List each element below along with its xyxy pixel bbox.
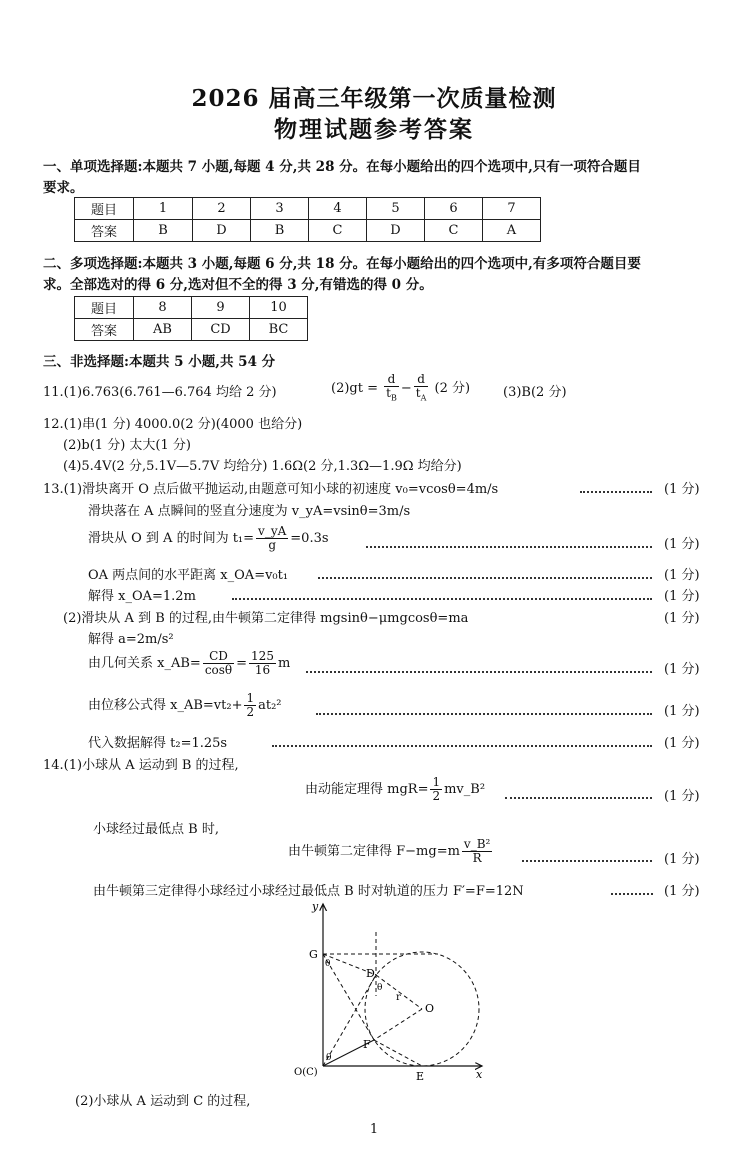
fraction-denominator: 2 <box>432 789 441 803</box>
fraction-denominator: t <box>386 386 391 400</box>
fraction-denominator: t <box>415 386 421 400</box>
q14-line2 <box>305 776 485 803</box>
page-number: 1 <box>369 1122 379 1137</box>
score-label: (1 分) <box>664 482 700 497</box>
fraction <box>430 776 442 803</box>
score-label: (1 分) <box>664 704 700 719</box>
dot-leader <box>316 713 652 715</box>
page-subtitle: 物理试题参考答案 <box>274 116 474 143</box>
fraction-numerator: v_B² <box>463 837 491 851</box>
q13-line9-lhs: 由位移公式得 x_AB=vt₂+ <box>88 698 243 713</box>
score-label: (1 分) <box>664 537 700 552</box>
fraction-numerator: 125 <box>251 649 274 663</box>
q12-line1: 12.(1)串(1 分) 4000.0(2 分)(4000 也给分) <box>43 417 303 432</box>
dot-leader <box>272 745 652 747</box>
diagram-label-theta: θ <box>325 959 331 969</box>
page-title: 2026 届高三年级第一次质量检测 <box>191 85 557 112</box>
subscript: A <box>420 393 427 403</box>
dot-leader <box>611 893 653 895</box>
q13-line5: 解得 x_OA=1.2m <box>88 589 196 604</box>
dot-leader <box>318 577 652 579</box>
section2-heading-cont: 求。全部选对的得 6 分,选对但不全的得 3 分,有错选的得 0 分。 <box>43 277 433 293</box>
q14-line2-lhs: 由动能定理得 mgR= <box>305 782 429 797</box>
q11-part2 <box>331 373 470 404</box>
fraction <box>462 838 492 865</box>
fraction-denominator: cosθ <box>204 663 233 677</box>
dot-leader <box>366 546 652 548</box>
minus-sign: − <box>400 381 412 397</box>
table-cell: C <box>309 220 367 242</box>
fraction-denominator: R <box>472 851 482 865</box>
fraction-denominator: 2 <box>246 705 255 719</box>
table-cell: 3 <box>251 198 309 220</box>
fraction-denominator: 16 <box>254 663 271 677</box>
table-cell: 7 <box>483 198 541 220</box>
q13-line4: OA 两点间的水平距离 x_OA=v₀t₁ <box>88 568 289 583</box>
table-header-cell: 题目 <box>75 198 134 220</box>
q14-line4-lhs: 由牛顿第二定律得 F−mg=m <box>288 844 460 859</box>
fraction <box>384 373 399 404</box>
fraction <box>244 692 256 719</box>
fraction <box>203 650 234 677</box>
diagram-label-origin: O(C) <box>294 1067 318 1078</box>
score-label: (1 分) <box>664 884 700 899</box>
score-label: (1 分) <box>664 789 700 804</box>
table-cell: 5 <box>367 198 425 220</box>
table-row <box>75 198 541 220</box>
table-row <box>75 297 308 319</box>
subscript: B <box>390 393 397 403</box>
geometry-diagram <box>280 896 500 1086</box>
table-header-cell: 答案 <box>75 319 134 341</box>
diagram-label-x: x <box>476 1068 483 1081</box>
q11-part1: 11.(1)6.763(6.761—6.764 均给 2 分) <box>43 385 277 400</box>
diagram-label-g: G <box>309 948 318 961</box>
table-header-cell: 题目 <box>75 297 134 319</box>
fraction <box>249 650 276 677</box>
score-label: (1 分) <box>664 852 700 867</box>
unit: m <box>277 656 291 671</box>
q13-line6: (2)滑块从 A 到 B 的过程,由牛顿第二定律得 mgsinθ−μmgcosθ=ma <box>63 611 469 626</box>
fraction-numerator: d <box>414 373 429 387</box>
diagram-label-y: y <box>312 900 319 913</box>
table-cell: BC <box>250 319 308 341</box>
equals-sign: = <box>236 656 248 671</box>
diagram-label-e: E <box>416 1070 425 1083</box>
table-cell: 4 <box>309 198 367 220</box>
q13-line3-lhs: 滑块从 O 到 A 的时间为 t₁= <box>88 531 255 546</box>
table-cell: B <box>134 220 193 242</box>
section3-heading: 三、非选择题:本题共 5 小题,共 54 分 <box>43 354 276 370</box>
dot-leader <box>306 671 652 673</box>
q13-line8-lhs: 由几何关系 x_AB= <box>88 656 201 671</box>
q13-line3-result: =0.3s <box>290 531 329 546</box>
table-cell: 10 <box>250 297 308 319</box>
section1-heading-cont: 要求。 <box>43 180 84 196</box>
diagram-label-theta: θ <box>326 1053 332 1063</box>
table-row <box>75 319 308 341</box>
q13-line10: 代入数据解得 t₂=1.25s <box>88 736 228 751</box>
q13-line3 <box>88 525 329 552</box>
diagram-label-f: F <box>363 1038 371 1051</box>
q13-line9-rhs: at₂² <box>258 698 282 713</box>
table-row <box>75 220 541 242</box>
table-cell: 8 <box>134 297 192 319</box>
table-cell: 2 <box>193 198 251 220</box>
table-cell: D <box>367 220 425 242</box>
q14-line5: 由牛顿第三定律得小球经过小球经过最低点 B 时对轨道的压力 F′=F=12N <box>93 884 524 899</box>
fraction-denominator: g <box>268 538 276 552</box>
diagram-label-o: O <box>425 1002 435 1015</box>
q13-line8 <box>88 650 290 677</box>
table-cell: D <box>193 220 251 242</box>
dot-leader <box>505 797 652 799</box>
q13-line7: 解得 a=2m/s² <box>88 632 174 647</box>
section1-answer-table <box>74 197 541 242</box>
q11-part3: (3)B(2 分) <box>503 385 567 400</box>
table-cell: C <box>425 220 483 242</box>
q14-line3: 小球经过最低点 B 时, <box>93 822 219 837</box>
fraction-numerator: 1 <box>246 691 255 705</box>
section2-heading: 二、多项选择题:本题共 3 小题,每题 6 分,共 18 分。在每小题给出的四个选项中,有多项符合题目要 <box>43 256 641 272</box>
diagram-label-theta: θ <box>377 983 383 993</box>
diagram-label-r: r <box>396 992 401 1003</box>
fraction-numerator: v_yA <box>258 524 287 538</box>
dot-leader <box>522 860 652 862</box>
diagram-label-d: D <box>366 967 375 980</box>
fraction-numerator: 1 <box>432 775 441 789</box>
q14-line6: (2)小球从 A 运动到 C 的过程, <box>75 1094 251 1109</box>
table-cell: 9 <box>192 297 250 319</box>
table-cell: A <box>483 220 541 242</box>
dashed-line <box>374 1040 422 1066</box>
fraction <box>256 525 288 552</box>
q13-line1: 13.(1)滑块离开 O 点后做平抛运动,由题意可知小球的初速度 v₀=vcosθ=4m/s <box>43 482 499 497</box>
q14-line4 <box>288 838 494 865</box>
q11-part2-lhs: (2)gt = <box>331 381 378 397</box>
dot-leader <box>580 491 652 493</box>
q11-part2-score: (2 分) <box>434 381 471 397</box>
score-label: (1 分) <box>664 589 700 604</box>
fraction-numerator: d <box>384 373 399 387</box>
q12-line2: (2)b(1 分) 太大(1 分) <box>63 438 191 453</box>
score-label: (1 分) <box>664 736 700 751</box>
q13-line2: 滑块落在 A 点瞬间的竖直分速度为 v_yA=vsinθ=3m/s <box>88 504 411 519</box>
table-cell: AB <box>134 319 192 341</box>
score-label: (1 分) <box>664 662 700 677</box>
table-cell: 1 <box>134 198 193 220</box>
section1-heading: 一、单项选择题:本题共 7 小题,每题 4 分,共 28 分。在每小题给出的四个选项中,只有一项符合题目 <box>43 159 641 175</box>
q14-line1: 14.(1)小球从 A 运动到 B 的过程, <box>43 758 239 773</box>
score-label: (1 分) <box>664 611 700 626</box>
fraction <box>414 373 429 404</box>
q14-line2-rhs: mv_B² <box>444 782 486 797</box>
fraction-numerator: CD <box>203 650 234 664</box>
table-header-cell: 答案 <box>75 220 134 242</box>
q12-line3: (4)5.4V(2 分,5.1V—5.7V 均给分) 1.6Ω(2 分,1.3Ω—1.9Ω 均给分) <box>63 459 462 474</box>
score-label: (1 分) <box>664 568 700 583</box>
table-cell: CD <box>192 319 250 341</box>
dot-leader <box>232 598 652 600</box>
q13-line9 <box>88 692 282 719</box>
table-cell: B <box>251 220 309 242</box>
table-cell: 6 <box>425 198 483 220</box>
section2-answer-table <box>74 296 308 341</box>
dashed-line <box>374 1009 422 1040</box>
